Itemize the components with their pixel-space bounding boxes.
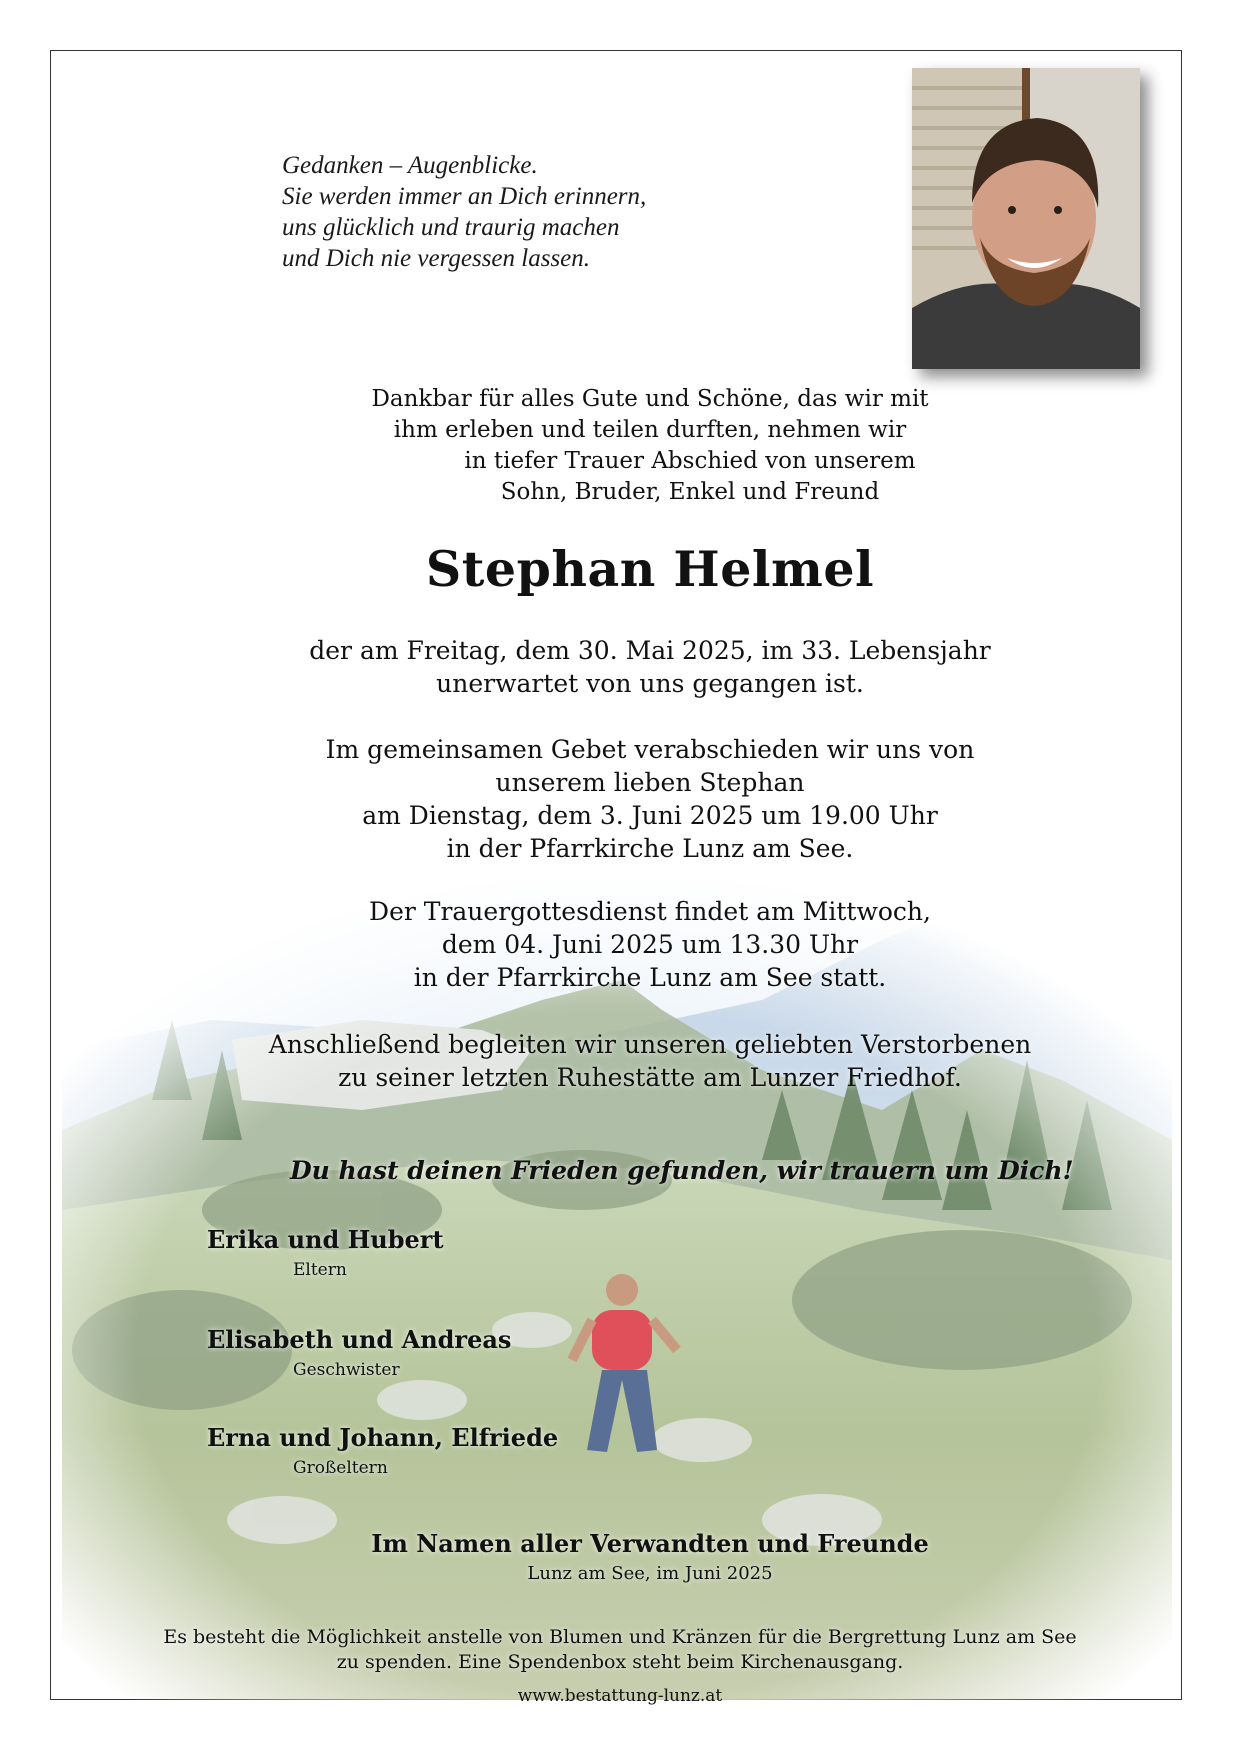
family-group — [207, 1225, 444, 1280]
motto: Du hast deinen Frieden gefunden, wir trauern um Dich! — [290, 1156, 1074, 1185]
family-names: Erika und Hubert — [207, 1225, 444, 1254]
prayer-notice — [150, 733, 1150, 865]
service-notice — [150, 895, 1150, 994]
death-line: der am Freitag, dem 30. Mai 2025, im 33. Lebensjahr — [309, 636, 991, 665]
prayer-line: am Dienstag, dem 3. Juni 2025 um 19.00 Uhr — [362, 801, 938, 830]
donation-line: zu spenden. Eine Spendenbox steht beim Kirchenausgang. — [336, 1651, 904, 1673]
family-names: Elisabeth und Andreas — [207, 1325, 512, 1354]
donation-line: Es besteht die Möglichkeit anstelle von Blumen und Kränzen für die Bergrettung Lunz am See — [163, 1626, 1077, 1648]
poem-line: Gedanken – Augenblicke. — [282, 152, 538, 179]
portrait-photo — [912, 68, 1140, 369]
service-line: Der Trauergottesdienst findet am Mittwoch, — [369, 897, 931, 926]
death-line: unerwartet von uns gegangen ist. — [436, 669, 864, 698]
service-line: dem 04. Juni 2025 um 13.30 Uhr — [441, 930, 859, 959]
prayer-line: Im gemeinsamen Gebet verabschieden wir uns von — [325, 735, 975, 764]
poem — [282, 150, 646, 274]
poem-line: und Dich nie vergessen lassen. — [282, 245, 591, 272]
burial-notice — [150, 1028, 1150, 1094]
prayer-line: in der Pfarrkirche Lunz am See. — [446, 834, 854, 863]
website-link[interactable]: www.bestattung-lunz.at — [517, 1686, 723, 1706]
family-group — [207, 1325, 511, 1380]
burial-line: zu seiner letzten Ruhestätte am Lunzer Friedhof. — [338, 1063, 962, 1092]
death-notice — [150, 634, 1150, 700]
intro-line: ihm erleben und teilen durften, nehmen wir — [393, 417, 907, 443]
intro-line: Sohn, Bruder, Enkel und Freund — [500, 479, 880, 505]
prayer-line: unserem lieben Stephan — [495, 768, 805, 797]
donation-note — [100, 1625, 1140, 1675]
family-relation: Großeltern — [293, 1458, 388, 1478]
intro-text — [150, 384, 1150, 508]
family-names: Erna und Johann, Elfriede — [207, 1423, 559, 1452]
intro-line: in tiefer Trauer Abschied von unserem — [464, 448, 916, 474]
signature-block — [150, 1529, 1150, 1584]
intro-line: Dankbar für alles Gute und Schöne, das wir mit — [371, 386, 929, 412]
poem-line: Sie werden immer an Dich erinnern, — [282, 183, 647, 210]
family-relation: Eltern — [293, 1260, 347, 1280]
family-group — [207, 1423, 558, 1478]
poem-line: uns glücklich und traurig machen — [282, 214, 620, 241]
signature-line: Im Namen aller Verwandten und Freunde — [371, 1529, 929, 1558]
service-line: in der Pfarrkirche Lunz am See statt. — [413, 963, 887, 992]
burial-line: Anschließend begleiten wir unseren geliebten Verstorbenen — [268, 1030, 1032, 1059]
family-relation: Geschwister — [293, 1360, 400, 1380]
place-date: Lunz am See, im Juni 2025 — [527, 1563, 773, 1584]
deceased-name: Stephan Helmel — [425, 540, 875, 598]
